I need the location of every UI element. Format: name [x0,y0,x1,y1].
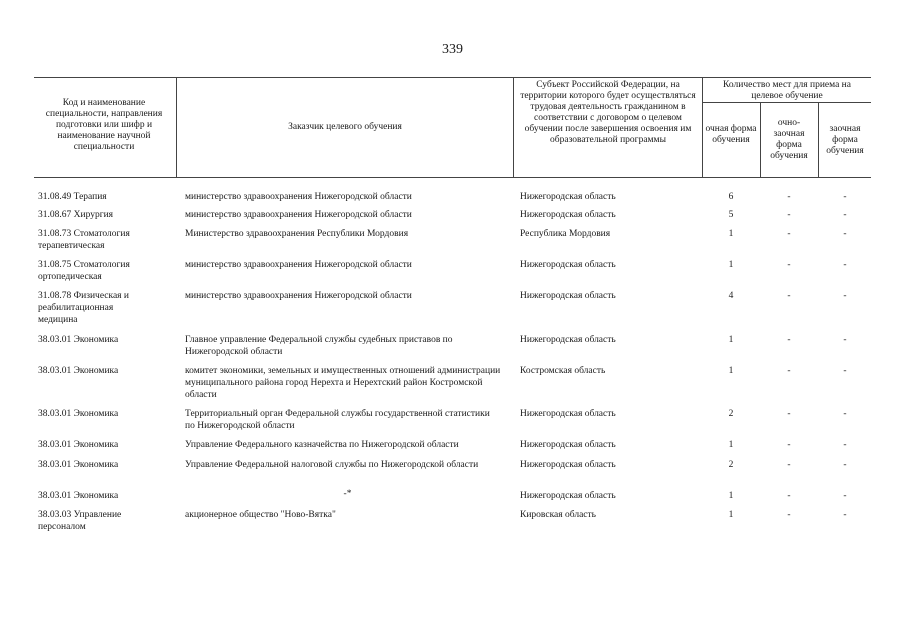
row-distance: - [843,440,847,450]
row-distance: - [843,366,847,376]
row-code: 38.03.01 Экономика [38,366,119,376]
row-fulltime: 5 [728,210,734,220]
row-subject: Нижегородская область [520,409,616,419]
row-distance: - [843,260,847,270]
row-code: 38.03.01 Экономика [38,335,119,345]
row-subject: Нижегородская область [520,291,616,301]
row-parttime: - [787,510,791,520]
row-subject: Нижегородская область [520,335,616,345]
places-subheader-rule [702,102,871,103]
row-subject: Нижегородская область [520,491,616,501]
row-fulltime: 1 [728,335,734,345]
row-distance: - [843,491,847,501]
row-distance: - [843,291,847,301]
row-parttime: - [787,366,791,376]
row-subject: Нижегородская область [520,460,616,470]
row-code: 38.03.01 Экономика [38,409,119,419]
row-parttime: - [787,440,791,450]
row-subject: Нижегородская область [520,192,616,202]
row-code: 38.03.03 Управление персоналом [38,510,122,532]
table-top-rule [34,77,871,78]
header-code: Код и наименование специальности, направления подготовки или шифр и наименование научной специальности [45,98,163,152]
col-divider [760,102,761,177]
row-customer: Управление Федерального казначейства по Нижегородской области [185,440,459,450]
row-customer: акционерное общество "Ново-Вятка" [185,510,336,520]
row-parttime: - [787,260,791,270]
row-customer: министерство здравоохранения Нижегородской области [185,210,412,220]
row-customer: комитет экономики, земельных и имущественных отношений администрации муниципального района город Нерехта и Нерехтский район Костромской области [185,366,501,400]
row-subject: Кировская область [520,510,597,520]
row-code: 38.03.01 Экономика [38,440,119,450]
header-distance: заочная форма обучения [826,124,864,156]
header-parttime: очно-заочная форма обучения [770,118,808,161]
row-code: 38.03.01 Экономика [38,491,119,501]
row-parttime: - [787,192,791,202]
row-fulltime: 1 [728,510,734,520]
row-code: 31.08.78 Физическая и реабилитационная медицина [38,291,130,325]
row-customer: -* [343,489,352,499]
col-divider [176,77,177,177]
row-parttime: - [787,409,791,419]
col-divider [513,77,514,177]
header-customer: Заказчик целевого обучения [288,122,402,132]
header-subject: Субъект Российской Федерации, на территории которого будет осуществляться трудовая деятельность гражданином в соответствии с договором о целевом обучении после завершения освоения им образовательной программы [520,80,696,145]
row-distance: - [843,192,847,202]
header-places: Количество мест для приема на целевое обучение [723,80,851,101]
row-distance: - [843,510,847,520]
row-fulltime: 2 [728,409,734,419]
row-customer: Главное управление Федеральной службы судебных приставов по Нижегородской области [185,335,453,357]
row-customer: министерство здравоохранения Нижегородской области [185,291,412,301]
row-customer: Министерство здравоохранения Республики Мордовия [185,229,409,239]
row-distance: - [843,229,847,239]
row-distance: - [843,460,847,470]
row-fulltime: 6 [728,192,734,202]
row-subject: Костромская область [520,366,606,376]
row-parttime: - [787,491,791,501]
row-fulltime: 1 [728,229,734,239]
page-number: 339 [442,42,463,57]
table-header-bottom-rule [34,177,871,178]
row-fulltime: 1 [728,260,734,270]
row-subject: Республика Мордовия [520,229,611,239]
row-parttime: - [787,210,791,220]
row-fulltime: 1 [728,366,734,376]
row-fulltime: 1 [728,491,734,501]
row-distance: - [843,210,847,220]
row-subject: Нижегородская область [520,260,616,270]
row-code: 31.08.75 Стоматология ортопедическая [38,260,130,282]
col-divider [702,77,703,177]
row-customer: Территориальный орган Федеральной службы государственной статистики по Нижегородской области [185,409,490,431]
row-fulltime: 1 [728,440,734,450]
row-parttime: - [787,335,791,345]
row-distance: - [843,409,847,419]
row-fulltime: 2 [728,460,734,470]
row-customer: Управление Федеральной налоговой службы по Нижегородской области [185,460,479,470]
row-subject: Нижегородская область [520,440,616,450]
row-parttime: - [787,229,791,239]
row-code: 31.08.67 Хирургия [38,210,114,220]
row-code: 38.03.01 Экономика [38,460,119,470]
row-fulltime: 4 [728,291,734,301]
header-fulltime: очная форма обучения [705,124,757,145]
col-divider [818,102,819,177]
row-subject: Нижегородская область [520,210,616,220]
row-code: 31.08.49 Терапия [38,192,107,202]
row-customer: министерство здравоохранения Нижегородской области [185,260,412,270]
row-customer: министерство здравоохранения Нижегородской области [185,192,412,202]
row-parttime: - [787,291,791,301]
row-distance: - [843,335,847,345]
row-parttime: - [787,460,791,470]
row-code: 31.08.73 Стоматология терапевтическая [38,229,130,251]
